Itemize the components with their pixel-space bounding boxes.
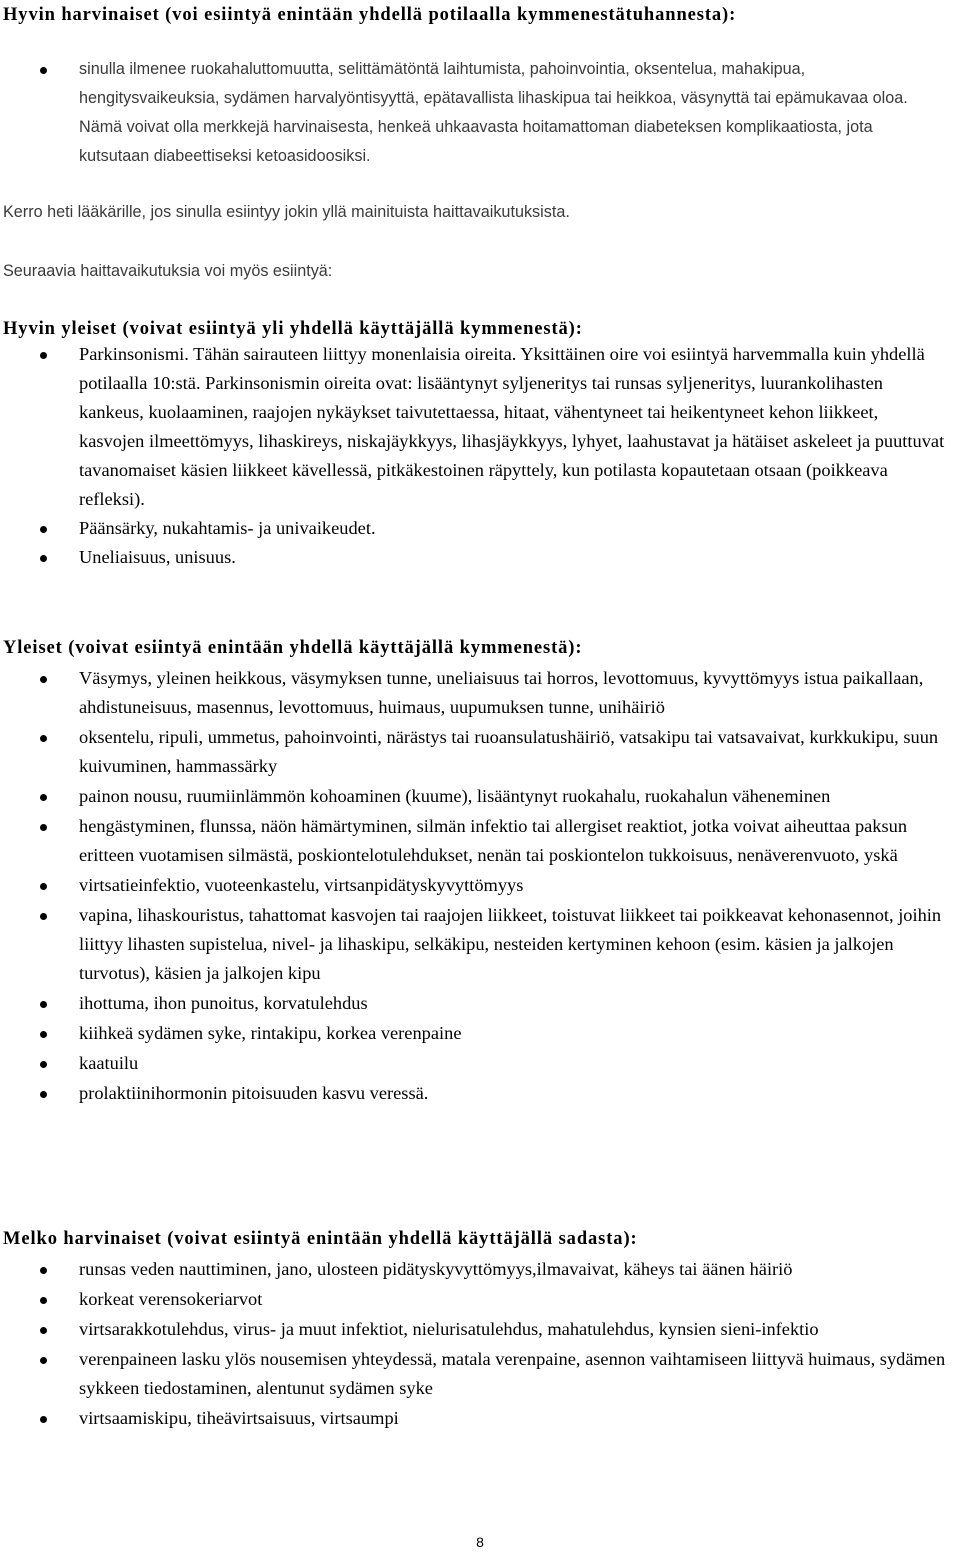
bullet-icon: [40, 1001, 47, 1008]
list-item: prolaktiinihormonin pitoisuuden kasvu veressä.: [0, 1079, 960, 1108]
bullet-icon: [40, 526, 47, 533]
bullet-icon: [40, 352, 47, 359]
very-rare-list: [0, 55, 960, 171]
bullet-icon: [40, 735, 47, 742]
list-item: Päänsärky, nukahtamis- ja univaikeudet.: [0, 514, 960, 543]
list-item: Parkinsonismi. Tähän sairauteen liittyy monenlaisia oireita. Yksittäinen oire voi esiintyä harvemmalla kuin yhdellä potilaalla 10:stä. Parkinsonismin oireita ovat: lisääntynyt syljeneritys tai runsas syljeneritys, luurankolihasten kankeus, kuolaaminen, raajojen nykäykset taivutettaessa, hitaat, vähentyneet tai heikentyneet kehon liikkeet, kasvojen ilmeettömyys, lihaskireys, niskajäykkyys, lihasjäykkyys, lyhyet, laahustavat ja hätäiset askeleet ja puuttuvat tavanomaiset käsien liikkeet kävellessä, pitkäkestoinen räpyttely, kun potilasta kopautetaan otsaan (poikkeava refleksi).: [0, 340, 960, 514]
list-item: painon nousu, ruumiinlämmön kohoaminen (kuume), lisääntynyt ruokahalu, ruokahalun väheneminen: [0, 782, 960, 811]
uncommon-list: [0, 1255, 960, 1433]
bullet-icon: [40, 883, 47, 890]
tell-doctor-text: Kerro heti lääkärille, jos sinulla esiintyy jokin yllä mainituista haittavaikutuksista.: [3, 203, 570, 221]
common-list: [0, 664, 960, 1108]
list-item: Väsymys, yleinen heikkous, väsymyksen tunne, uneliaisuus tai horros, levottomuus, kyvyttömyys istua paikallaan, ahdistuneisuus, masennus, levottomuus, huimaus, uupumuksen tunne, unihäiriö: [0, 664, 960, 722]
list-item: virtsarakkotulehdus, virus- ja muut infektiot, nielurisatulehdus, mahatulehdus, kynsien sieni-infektio: [0, 1315, 960, 1344]
list-item: sinulla ilmenee ruokahaluttomuutta, selittämätöntä laihtumista, pahoinvointia, oksentelua, mahakipua, hengitysvaikeuksia, sydämen harvalyöntisyyttä, epätavallista lihaskipua tai heikkoa, väsynyttä tai epämukavaa oloa. Nämä voivat olla merkkejä harvinaisesta, henkeä uhkaavasta hoitamattoman diabeteksen komplikaatiosta, jota kutsutaan diabeettiseksi ketoasidoosiksi.: [0, 55, 960, 171]
bullet-icon: [40, 1297, 47, 1304]
bullet-icon: [40, 1031, 47, 1038]
bullet-icon: [40, 67, 47, 74]
bullet-icon: [40, 1061, 47, 1068]
very-common-heading: Hyvin yleiset (voivat esiintyä yli yhdellä käyttäjällä kymmenestä):: [3, 319, 583, 339]
list-item: korkeat verensokeriarvot: [0, 1285, 960, 1314]
bullet-icon: [40, 1416, 47, 1423]
bullet-icon: [40, 913, 47, 920]
list-item: ihottuma, ihon punoitus, korvatulehdus: [0, 989, 960, 1018]
bullet-icon: [40, 555, 47, 562]
list-item: kaatuilu: [0, 1049, 960, 1078]
bullet-icon: [40, 824, 47, 831]
bullet-icon: [40, 794, 47, 801]
list-item: kiihkeä sydämen syke, rintakipu, korkea verenpaine: [0, 1019, 960, 1048]
bullet-icon: [40, 676, 47, 683]
bullet-icon: [40, 1357, 47, 1364]
bullet-icon: [40, 1267, 47, 1274]
following-effects-text: Seuraavia haittavaikutuksia voi myös esiintyä:: [3, 262, 333, 280]
list-item: virtsaamiskipu, tiheävirtsaisuus, virtsaumpi: [0, 1404, 960, 1433]
list-item: verenpaineen lasku ylös nousemisen yhteydessä, matala verenpaine, asennon vaihtamiseen liittyvä huimaus, sydämen sykkeen tiedostaminen, alentunut sydämen syke: [0, 1345, 960, 1403]
list-item: vapina, lihaskouristus, tahattomat kasvojen tai raajojen liikkeet, toistuvat liikkeet tai poikkeavat kehonasennot, joihin liittyy lihasten supistelua, nivel- ja lihaskipu, selkäkipu, nesteiden kertyminen kehoon (esim. käsien ja jalkojen turvotus), käsien ja jalkojen kipu: [0, 901, 960, 988]
common-heading: Yleiset (voivat esiintyä enintään yhdellä käyttäjällä kymmenestä):: [3, 638, 583, 658]
very-common-list: [0, 340, 960, 572]
list-item: oksentelu, ripuli, ummetus, pahoinvointi, närästys tai ruoansulatushäiriö, vatsakipu tai vatsavaivat, kurkkukipu, suun kuivuminen, hammassärky: [0, 723, 960, 781]
bullet-icon: [40, 1091, 47, 1098]
page-number: 8: [476, 1534, 484, 1550]
list-item: runsas veden nauttiminen, jano, ulosteen pidätyskyvyttömyys,ilmavaivat, käheys tai äänen häiriö: [0, 1255, 960, 1284]
list-item: virtsatieinfektio, vuoteenkastelu, virtsanpidätyskyvyttömyys: [0, 871, 960, 900]
list-item: Uneliaisuus, unisuus.: [0, 543, 960, 572]
list-item: hengästyminen, flunssa, näön hämärtyminen, silmän infektio tai allergiset reaktiot, jotka voivat aiheuttaa paksun eritteen vuotamisen silmästä, poskiontelotulehdukset, nenän tai poskiontelon tukkoisuus, nenäverenvuoto, yskä: [0, 812, 960, 870]
uncommon-heading: Melko harvinaiset (voivat esiintyä enintään yhdellä käyttäjällä sadasta):: [3, 1229, 638, 1249]
bullet-icon: [40, 1327, 47, 1334]
very-rare-heading: Hyvin harvinaiset (voi esiintyä enintään yhdellä potilaalla kymmenestätuhannesta):: [3, 5, 737, 25]
